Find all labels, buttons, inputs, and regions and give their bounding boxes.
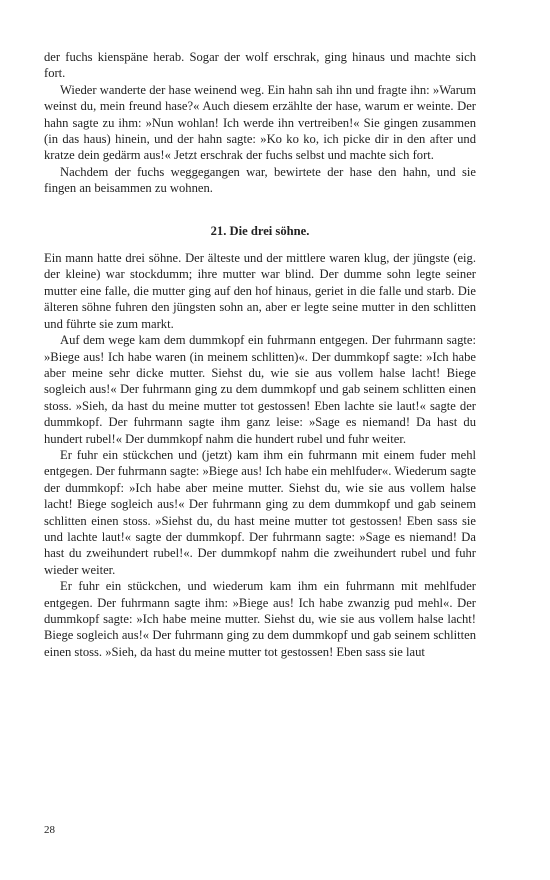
section-heading: 21. Die drei söhne. xyxy=(210,223,310,238)
section-paragraph: Ein mann hatte drei söhne. Der älteste und der mittlere waren klug, der jüngste (eig. der kleine) war stockdumm; ihre mutter war blind. Der dumme sohn legte seiner mutter eine falle, die mutter ging auf den hof hinaus, geriet in die falle und starb. Die älteren söhne fuhren den jüngsten sohn an, aber er legte seine mutter in den schlitten und führte sie zum markt. xyxy=(44,251,476,331)
section-paragraph: Er fuhr ein stückchen, und wiederum kam ihm ein fuhrmann mit mehlfuder entgegen. Der fuhrmann sagte ihm: »Biege aus! Ich habe zwanzig pud mehl«. Der dummkopf sagte: »Ich habe meine mutter. Siehst du, wie sie aus vollem halse lacht! Biege sogleich aus!« Der fuhrmann ging zu dem dummkopf und gab seinem schlitten einen stoss. »Sieh, da hast du meine mutter tot gestossen! Eben sass sie laut xyxy=(44,579,476,659)
section-paragraph: Er fuhr ein stückchen und (jetzt) kam ihm ein fuhrmann mit einem fuder mehl entgegen. Der fuhrmann sagte: »Biege aus! Ich habe ein mehlfuder«. Wiederum sagte der dummkopf: »Ich habe aber meine mutter. Siehst du, wie sie aus vollem halse lacht! Biege sogleich aus!« Der fuhrmann ging zu dem dummkopf und gab seinem schlitten einen stoss. »Siehst du, du hast meine mutter tot gestossen! Eben sass sie und lachte laut!« sagte der dummkopf. Der fuhrmann sagte: »Sage es niemand! Da hast du zweihundert rubel!«. Der dummkopf nahm die zweihundert rubel und fuhr wieder weiter. xyxy=(44,447,476,577)
continuation-paragraph: Nachdem der fuchs weggegangen war, bewirtete der hase den hahn, und sie fingen an beisammen zu wohnen. xyxy=(44,164,476,196)
page-body xyxy=(44,49,476,660)
section-paragraph: Auf dem wege kam dem dummkopf ein fuhrmann entgegen. Der fuhrmann sagte: »Biege aus! Ich habe waren (in meinem schlitten)«. Der dummkopf sagte: »Ich habe aber meine sehr dicke mutter. Siehst du, wie sie aus vollem halse lacht! Biege sogleich aus!« Der fuhrmann ging zu dem dummkopf und gab seinem schlitten einen stoss. »Sieh, da hast du meine mutter tot gestossen! Eben lachte sie laut!« sagte der dummkopf. Der fuhrmann sagte ihm ganz leise: »Sage es niemand! Da hast du hundert rubel!« Der dummkopf nahm die hundert rubel und fuhr weiter. xyxy=(44,333,476,446)
continuation-paragraph: der fuchs kienspäne herab. Sogar der wolf erschrak, ging hinaus und machte sich fort. xyxy=(44,50,476,81)
continuation-paragraph: Wieder wanderte der hase weinend weg. Ein hahn sah ihn und fragte ihn: »Warum weinst du, mein freund hase?« Auch diesem erzählte der hase, warum er weinte. Der hahn sagte zu ihm: »Nun wohlan! Ich werde ihn vertreiben!« Sie gingen zusammen (in das haus) hinein, und der hahn sagte: »Ko ko ko, ich picke dir in den after und kratze dein gedärm aus!« Jetzt erschrak der fuchs selbst und machte sich fort. xyxy=(44,82,476,163)
page-number: 28 xyxy=(44,824,55,836)
